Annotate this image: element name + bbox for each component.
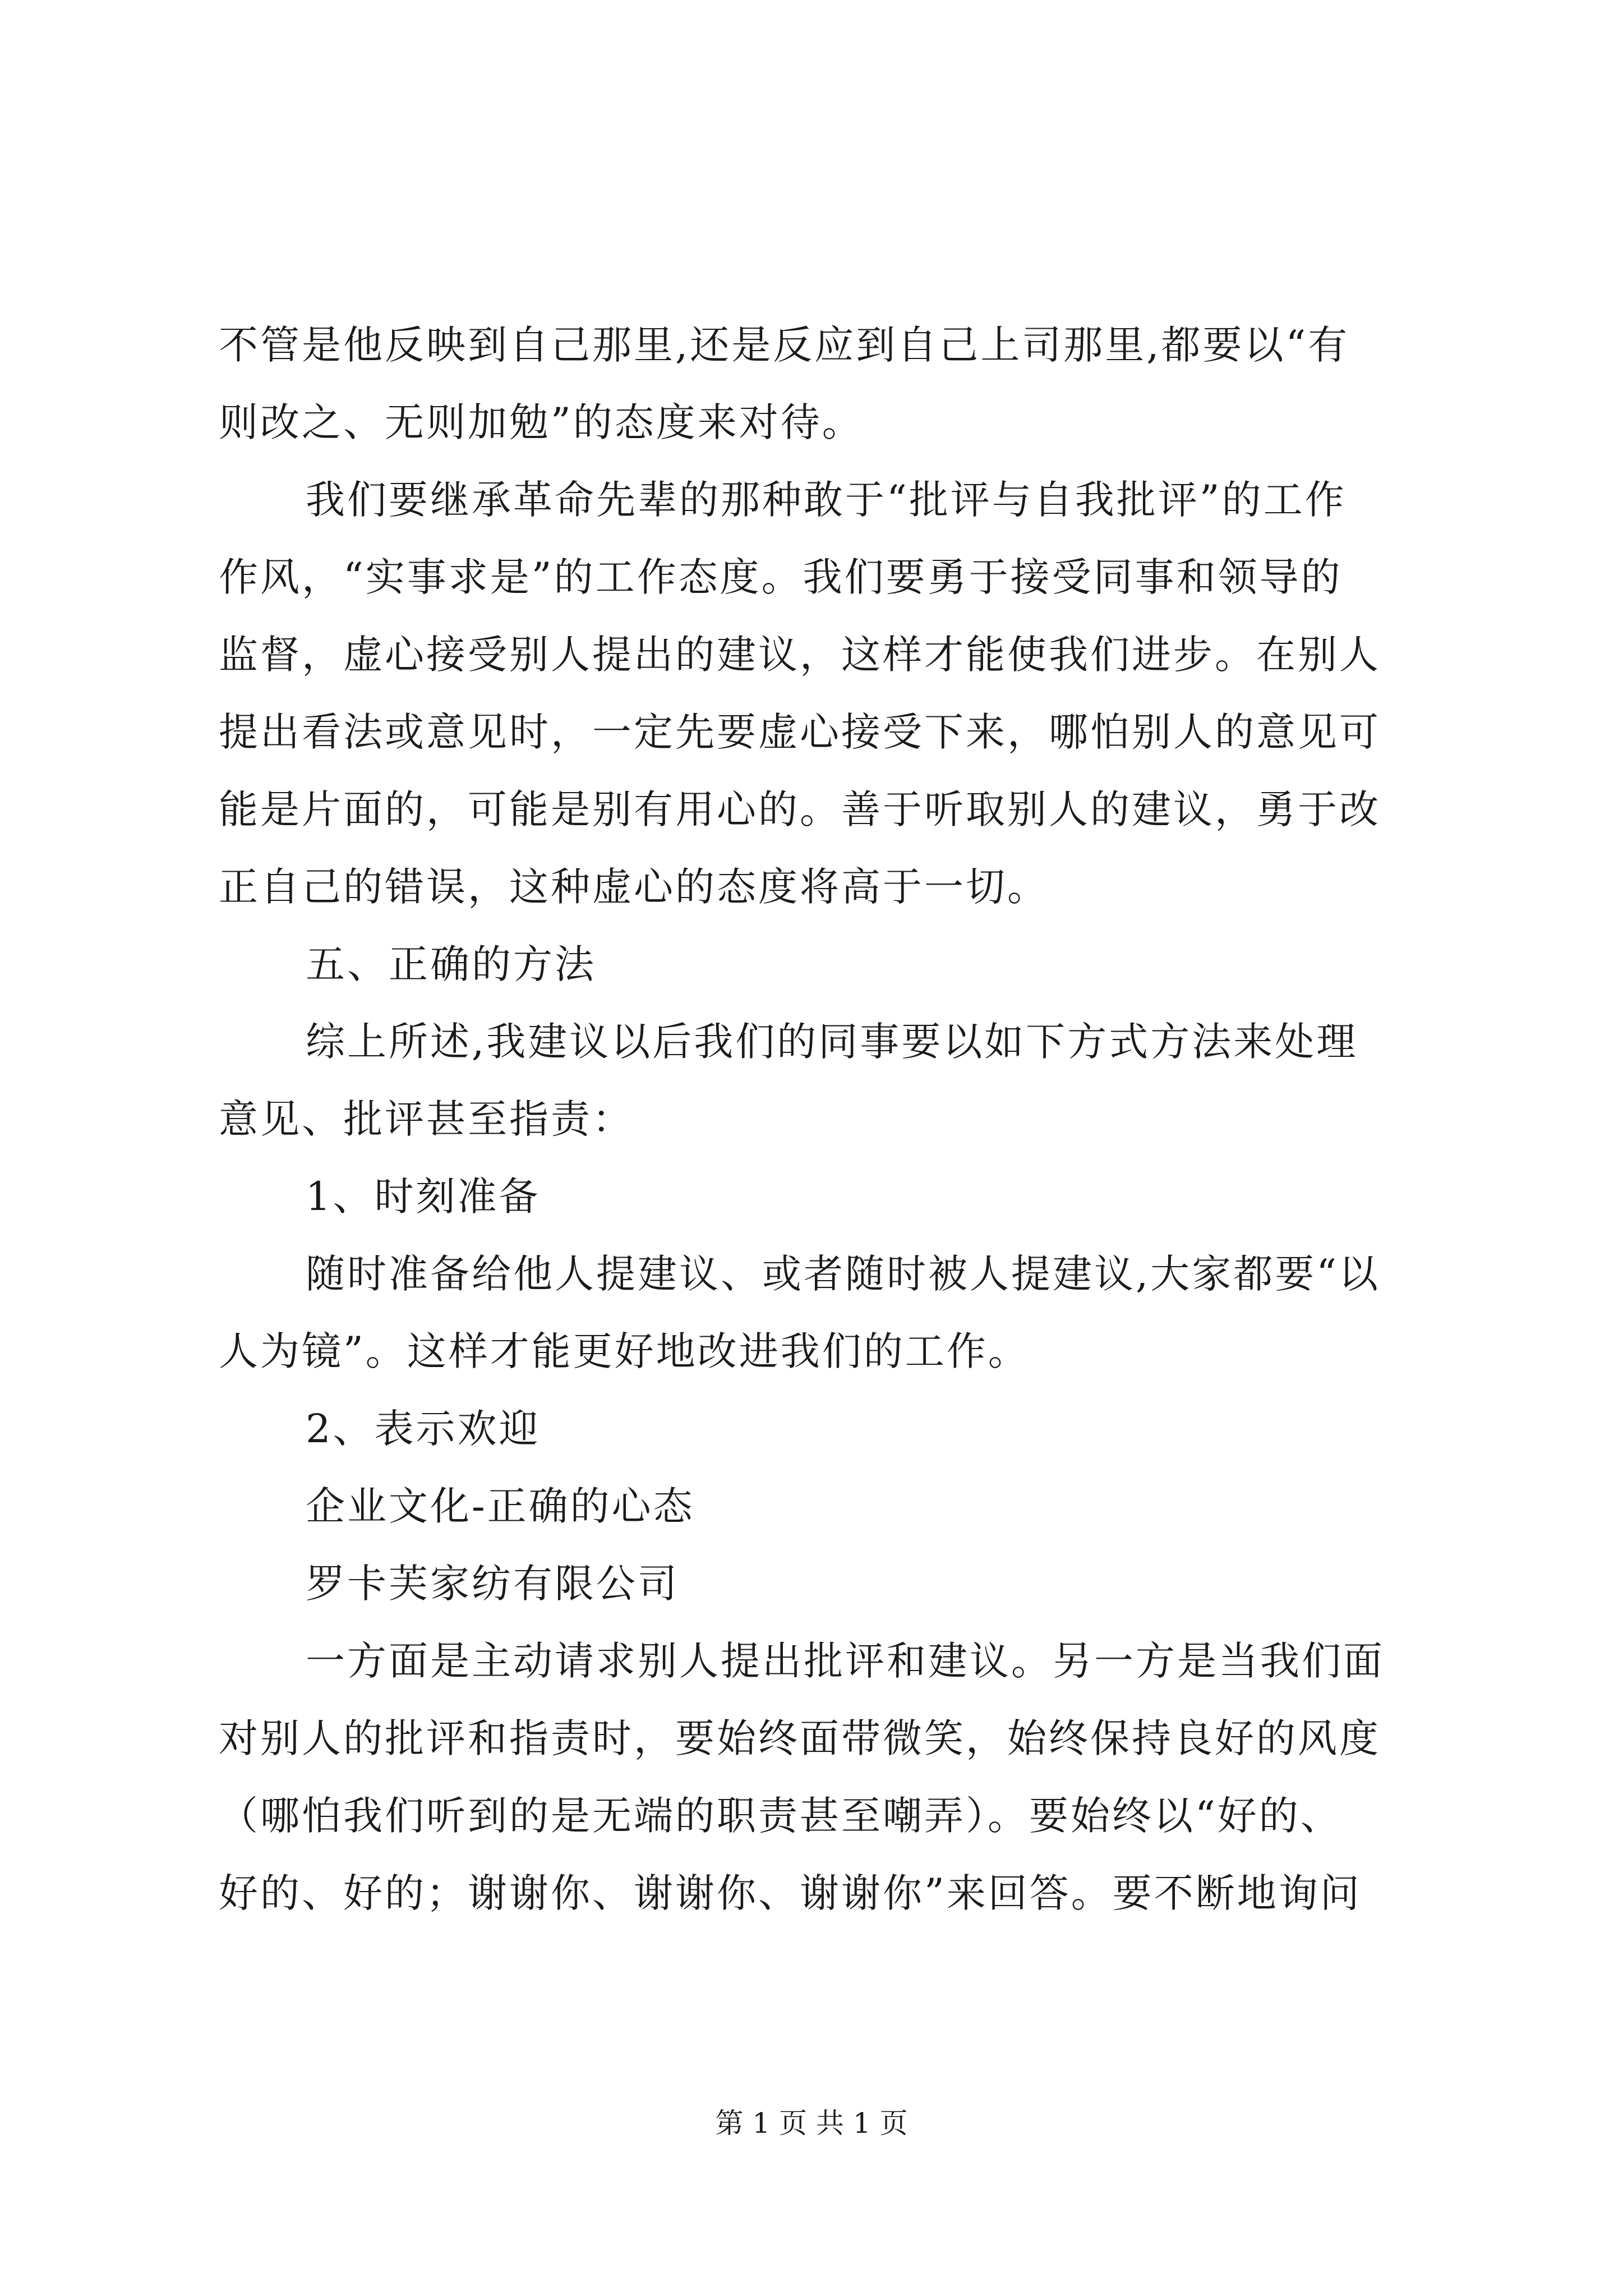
text-line: 意见、批评甚至指责： xyxy=(219,1096,634,1142)
text-line: 对别人的批评和指责时，要始终面带微笑，始终保持良好的风度 xyxy=(219,1715,1381,1761)
section-heading: 五、正确的方法 xyxy=(306,941,596,987)
text-line: 罗卡芙家纺有限公司 xyxy=(306,1561,679,1607)
text-line: 监督，虚心接受别人提出的建议，这样才能使我们进步。在别人 xyxy=(219,632,1381,678)
text-line: 正自己的错误，这种虚心的态度将高于一切。 xyxy=(219,864,1049,910)
text-line: 综上所述,我建议以后我们的同事要以如下方式方法来处理 xyxy=(306,1019,1358,1065)
subsection-heading: 2、表示欢迎 xyxy=(306,1406,541,1452)
text-line: 能是片面的，可能是别有用心的。善于听取别人的建议，勇于改 xyxy=(219,786,1381,832)
text-line: 作风，“实事求是”的工作态度。我们要勇于接受同事和领导的 xyxy=(219,554,1343,600)
text-line: 企业文化-正确的心态 xyxy=(306,1483,695,1529)
text-line: （哪怕我们听到的是无端的职责甚至嘲弄）。要始终以“好的、 xyxy=(219,1793,1342,1839)
text-line: 则改之、无则加勉”的态度来对待。 xyxy=(219,399,864,445)
subsection-heading: 1、时刻准备 xyxy=(306,1174,541,1220)
text-line: 一方面是主动请求别人提出批评和建议。另一方是当我们面 xyxy=(306,1638,1385,1684)
text-line: 提出看法或意见时，一定先要虚心接受下来，哪怕别人的意见可 xyxy=(219,709,1381,755)
text-line: 我们要继承革命先辈的那种敢于“批评与自我批评”的工作 xyxy=(306,477,1347,523)
text-line: 随时准备给他人提建议、或者随时被人提建议,大家都要“以 xyxy=(306,1251,1381,1297)
page-footer: 第 1 页 共 1 页 xyxy=(715,2107,908,2139)
text-line: 好的、好的；谢谢你、谢谢你、谢谢你”来回答。要不断地询问 xyxy=(219,1870,1362,1916)
text-line: 人为镜”。这样才能更好地改进我们的工作。 xyxy=(219,1328,1030,1374)
text-line: 不管是他反映到自己那里,还是反应到自己上司那里,都要以“有 xyxy=(219,322,1350,368)
